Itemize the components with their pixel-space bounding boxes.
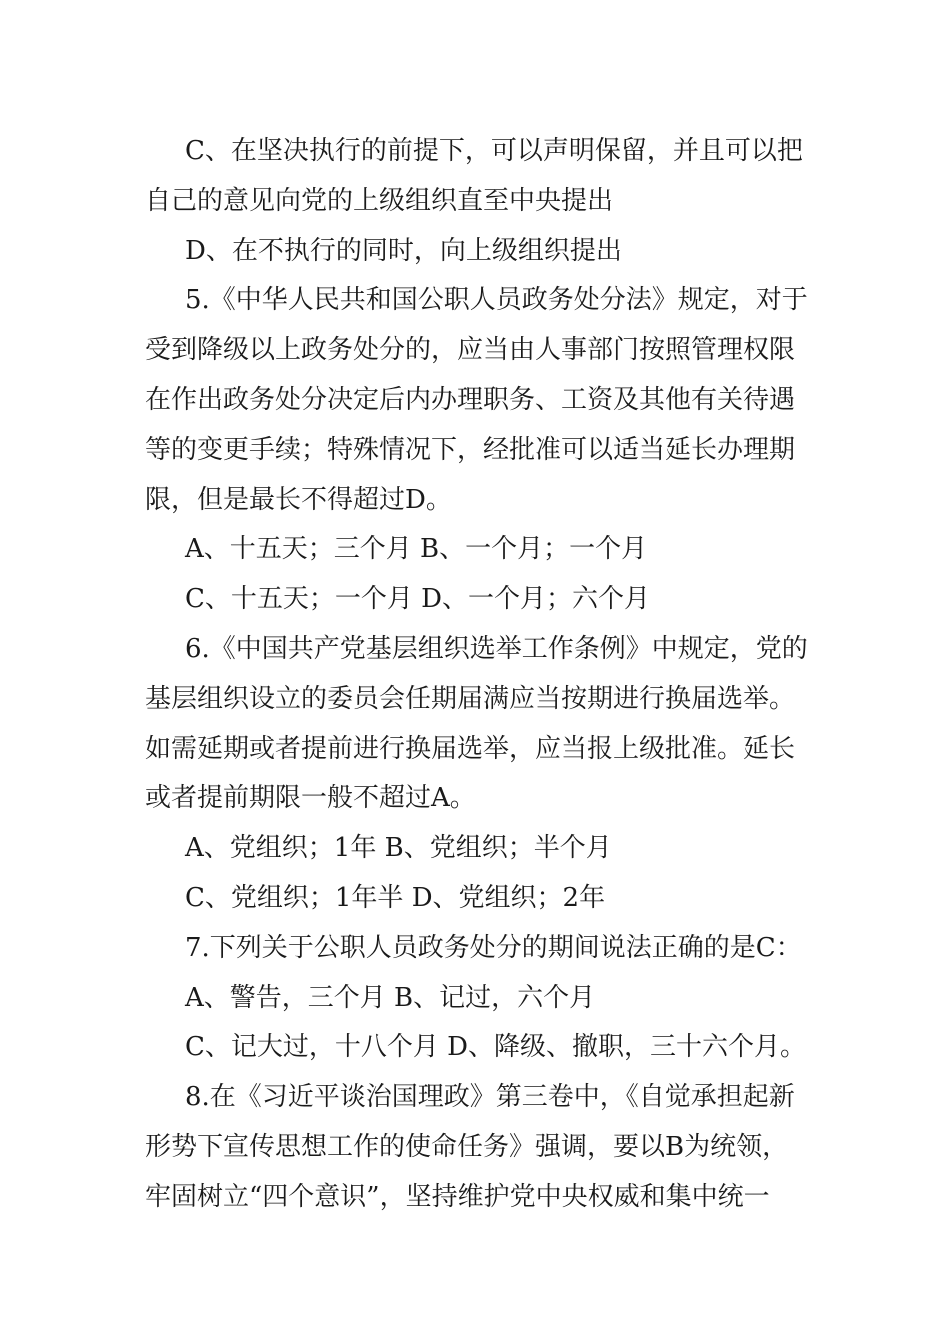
question-7-line: 7.下列关于公职人员政务处分的期间说法正确的是C： (185, 932, 802, 963)
text-line: 基层组织设立的委员会任期届满应当按期进行换届选举。 (145, 683, 796, 714)
text-line: D、在不执行的同时，向上级组织提出 (185, 235, 622, 266)
text-line: 如需延期或者提前进行换届选举，应当报上级批准。延长 (145, 733, 796, 764)
option-line: A、警告，三个月 B、记过，六个月 (185, 982, 596, 1013)
question-8-line: 8.在《习近平谈治国理政》第三卷中，《自觉承担起新 (185, 1082, 795, 1113)
text-line: 限，但是最长不得超过D。 (145, 484, 452, 515)
question-5-line: 5.《中华人民共和国公职人员政务处分法》规定，对于 (185, 285, 808, 316)
option-line: C、党组织；1年半 D、党组织；2年 (185, 882, 606, 913)
option-line: C、记大过，十八个月 D、降级、撤职，三十六个月。 (185, 1032, 807, 1063)
option-line: A、党组织；1年 B、党组织；半个月 (185, 833, 612, 864)
text-line: 牢固树立“四个意识”，坚持维护党中央权威和集中统一 (145, 1181, 770, 1212)
text-line: 或者提前期限一般不超过A。 (145, 783, 476, 814)
question-6-line: 6.《中国共产党基层组织选举工作条例》中规定，党的 (185, 633, 808, 664)
document-body (145, 127, 810, 1223)
text-line: 受到降级以上政务处分的，应当由人事部门按照管理权限 (145, 335, 796, 366)
text-line: 自己的意见向党的上级组织直至中央提出 (145, 185, 614, 216)
text-line: 等的变更手续；特殊情况下，经批准可以适当延长办理期 (145, 434, 796, 465)
text-line: 在作出政务处分决定后内办理职务、工资及其他有关待遇 (145, 384, 796, 415)
text-line: C、在坚决执行的前提下，可以声明保留，并且可以把 (185, 136, 803, 166)
option-line: A、十五天；三个月 B、一个月；一个月 (185, 534, 648, 565)
option-line: C、十五天；一个月 D、一个月；六个月 (185, 584, 651, 615)
text-line: 形势下宣传思想工作的使命任务》强调，要以B为统领， (145, 1131, 789, 1162)
